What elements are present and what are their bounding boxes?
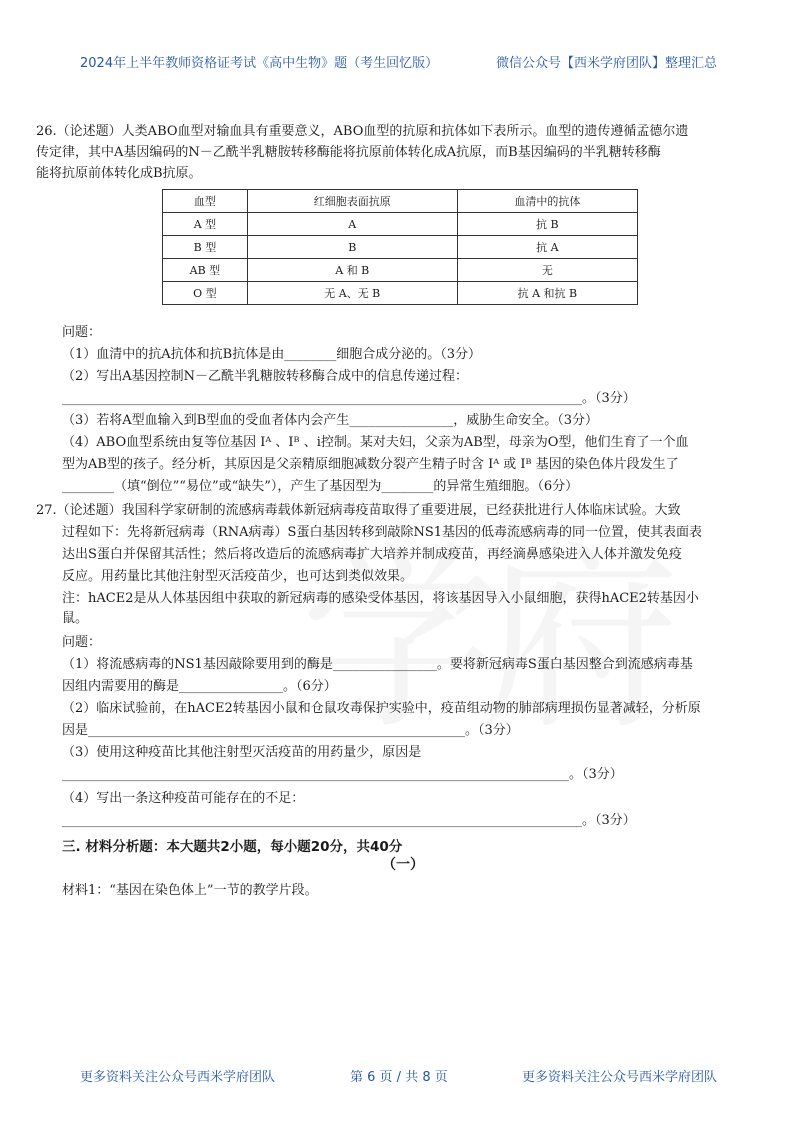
q26-part-4-line-2: 型为AB型的孩子。经分析，其原因是父亲精原细胞减数分裂产生精子时含 Iᴬ 或 Iᴮ 基因的染色体片段发生了	[62, 457, 679, 472]
q27-note-line-2: 鼠。	[62, 611, 89, 626]
header-title: 2024年上半年教师资格证考试《高中生物》题（考生回忆版）	[80, 56, 439, 71]
q26-part-1: （1）血清中的抗A抗体和抗B抗体是由________细胞合成分泌的。（3分）	[62, 347, 481, 362]
q27-part-3-line-1: （3）使用这种疫苗比其他注射型灭活疫苗的用药量少，原因是	[62, 745, 422, 760]
section-3-subheading: （一）	[382, 857, 424, 873]
page-number: 第 6 页 / 共 8 页	[350, 1070, 448, 1085]
table-row	[163, 259, 638, 282]
table-cell: 无	[457, 259, 637, 282]
table-cell: A 和 B	[247, 259, 457, 282]
table-cell: 抗 A 和抗 B	[457, 282, 637, 305]
q27-part-2-line-2: 因是__________________________________________________________。（3分）	[62, 723, 519, 738]
q27-part-4-line-1: （4）写出一条这种疫苗可能存在的不足：	[62, 791, 305, 806]
q26-stem-line-1: 26.（论述题）人类ABO血型对输血具有重要意义，ABO血型的抗原和抗体如下表所示。血型的遗传遵循孟德尔遗	[36, 124, 689, 139]
q27-part-2-line-1: （2）临床试验前，在hACE2转基因小鼠和仓鼠攻毒保护实验中，疫苗组动物的肺部病理损伤显著减轻，分析原	[62, 701, 701, 716]
q26-part-2: （2）写出A基因控制N－乙酰半乳糖胺转移酶合成中的信息传递过程：	[62, 369, 469, 384]
table-cell: B 型	[163, 236, 248, 259]
table-cell: 抗 B	[457, 213, 637, 236]
table-row	[163, 282, 638, 305]
q26-stem-line-2: 传定律，其中A基因编码的N－乙酰半乳糖胺转移酶能将抗原前体转化成A抗原，而B基因编码的半乳糖转移酶	[36, 145, 661, 160]
header-source: 微信公众号【西米学府团队】整理汇总	[496, 56, 718, 71]
table-header-row	[163, 190, 638, 213]
q27-part-4-answer-line: ________________________________________________________________________________。（3分）	[62, 813, 636, 828]
q27-stem-line-3: 达出S蛋白并保留其活性；然后将改造后的流感病毒扩大培养并制成疫苗，再经滴鼻感染进入人体并激发免疫	[62, 547, 682, 562]
q26-part-3: （3）若将A型血输入到B型血的受血者体内会产生________________，威胁生命安全。（3分）	[62, 413, 598, 428]
table-header-cell: 血清中的抗体	[457, 190, 637, 213]
q26-stem-line-3: 能将抗原前体转化成B抗原。	[36, 166, 202, 181]
table-header-cell: 血型	[163, 190, 248, 213]
blood-type-table	[162, 189, 638, 305]
q27-stem-line-4: 反应。用药量比其他注射型灭活疫苗少，也可达到类似效果。	[62, 569, 414, 584]
table-cell: 抗 A	[457, 236, 637, 259]
q26-part-2-answer-line: ________________________________________________________________________________。（3分）	[62, 391, 636, 406]
table-cell: AB 型	[163, 259, 248, 282]
table-cell: B	[247, 236, 457, 259]
table-row	[163, 213, 638, 236]
table-header-cell: 红细胞表面抗原	[247, 190, 457, 213]
table-cell: 无 A、无 B	[247, 282, 457, 305]
q27-part-3-answer-line: ______________________________________________________________________________。（3分）	[62, 767, 623, 782]
footer-right: 更多资料关注公众号西米学府团队	[522, 1070, 718, 1085]
q26-part-4-line-3: ________（填“倒位”“易位”或“缺失”），产生了基因型为________的异常生殖细胞。（6分）	[62, 479, 579, 494]
q27-note-line-1: 注：hACE2是从人体基因组中获取的新冠病毒的感染受体基因，将该基因导入小鼠细胞，获得hACE2转基因小	[62, 591, 699, 606]
q27-stem-line-1: 27.（论述题）我国科学家研制的流感病毒载体新冠病毒疫苗取得了重要进展，已经获批进行人体临床试验。大致	[36, 503, 681, 518]
q27-stem-line-2: 过程如下：先将新冠病毒（RNA病毒）S蛋白基因转移到敲除NS1基因的低毒流感病毒的同一位置，使其表面表	[62, 525, 703, 540]
material-1-intro: 材料1：“基因在染色体上”一节的教学片段。	[62, 883, 318, 898]
table-cell: O 型	[163, 282, 248, 305]
q26-question-label: 问题：	[62, 325, 102, 340]
table-cell: A	[247, 213, 457, 236]
table-cell: A 型	[163, 213, 248, 236]
footer-left: 更多资料关注公众号西米学府团队	[80, 1070, 276, 1085]
q27-question-label: 问题：	[62, 635, 102, 650]
section-3-title: 三. 材料分析题：本大题共2小题，每小题20分，共40分	[62, 839, 403, 855]
q27-part-1-line-2: 因组内需要用的酶是________________。（6分）	[62, 679, 337, 694]
q27-part-1-line-1: （1）将流感病毒的NS1基因敲除要用到的酶是________________。要将新冠病毒S蛋白基因整合到流感病毒基	[62, 657, 693, 672]
q26-part-4-line-1: （4）ABO血型系统由复等位基因 Iᴬ 、Iᴮ 、i控制。某对夫妇，父亲为AB型，母亲为O型，他们生育了一个血	[62, 435, 689, 450]
table-row	[163, 236, 638, 259]
